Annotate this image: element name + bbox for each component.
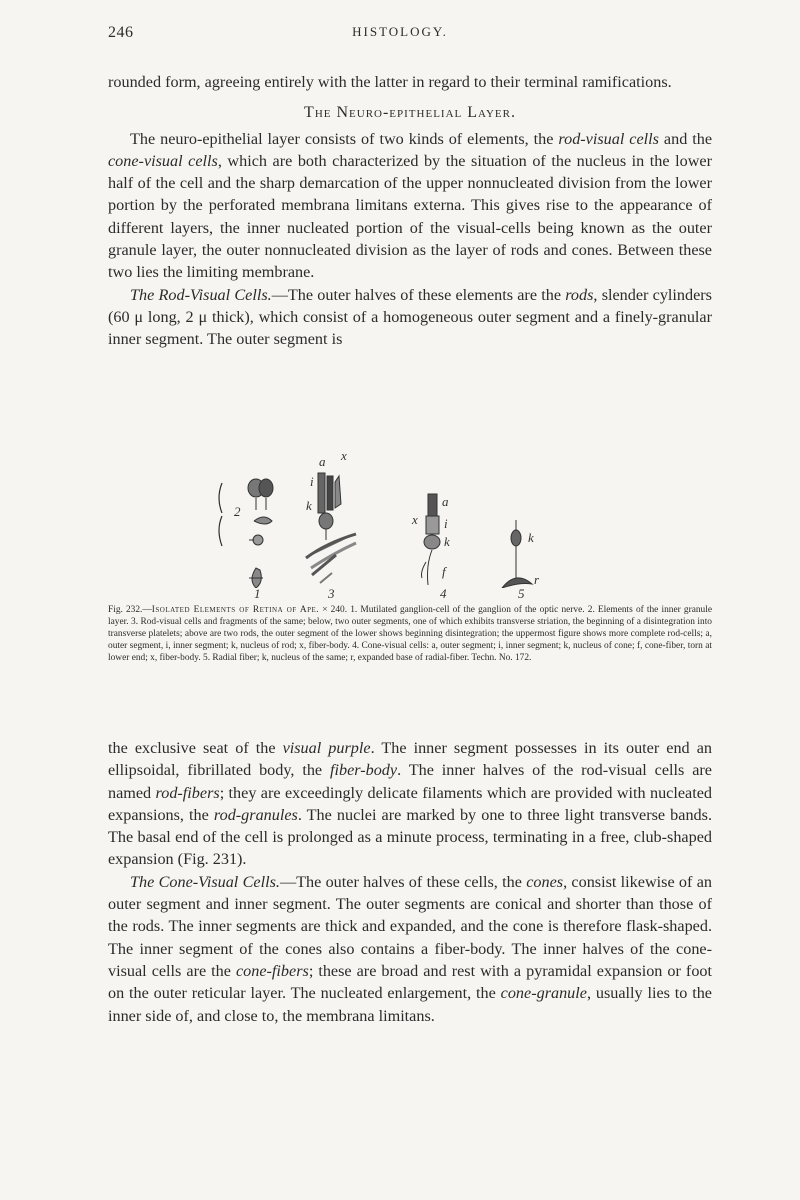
paragraph-rod-visual-cells [108,284,712,351]
label-k-far: k [528,530,534,545]
lower-text-block [108,737,712,1027]
term-cone-granule: cone-granule [500,984,587,1003]
label-k-right: k [444,534,450,549]
text-run: the exclusive seat of the [108,739,283,757]
subheading-rod-visual-cells: The Rod-Visual Cells. [130,285,272,304]
figure-illustration [216,418,616,588]
term-cone-fibers: cone-fibers [235,961,309,980]
text-run: , which are both characterized by the situation of the nucleus in the lower half of the cell and the sharp demarcation of the upper nonnucleated division from the lower portion by the perforated membrana limitans externa. This gives rise to the appearance of different layers, the inner nucleated portion of the visual-cells being known as the outer granule layer, the outer nonnucleated division as the layer of rods and cones. Between these two lies the limiting membrane. [108,151,712,282]
figure-retina-elements [216,418,616,588]
paragraph-neuro-epithelial [108,128,712,284]
figure-caption [108,604,712,664]
label-x-left: x [412,512,418,527]
running-title: HISTOLOGY. [352,24,448,39]
figure-number-1: 1 [254,586,261,601]
bracket-line [219,516,222,546]
term-rods: rods [565,285,594,304]
text-run: —The outer halves of these cells, the [279,872,527,891]
paragraph-cone-visual-cells [108,871,712,1027]
text-run: , slender cylinders (60 μ long, 2 μ thick), which consist of a homogeneous outer segment and a finely-granular inner segment. The outer segment is [108,285,712,349]
caption-body: × 240. 1. Mutilated ganglion-cell of the ganglion of the optic nerve. 2. Elements of the inner granule layer. 3. Rod-visual cells and fragments of the same; below, two outer segments, one of which exhibits transverse striation, the beginning of a disintegration into transverse platelets; above are two rods, the outer segment of the lower shows beginning disintegration; the uppermost figure shows more complete rod-cells; a, outer segment, i, inner segment; k, nucleus of rod; x, fiber-body. 4. Cone-visual cells: a, outer segment; i, inner segment; k, nucleus of cone; f, cone-fiber, torn at lower end; x, fiber-body. 5. Radial fiber; k, nucleus of the same; r, expanded base of radial-fiber. Techn. No. 172. [108,605,712,663]
subheading-cone-visual-cells: The Cone-Visual Cells. [130,872,280,891]
term-visual-purple: visual purple [282,739,371,757]
paragraph-visual-purple [108,737,712,871]
text-run: ; these are broad and rest with a pyramidal expansion or foot on the outer reticular layer. The nucleated enlargement, the [108,961,713,1003]
term-cones: cones [526,872,564,891]
running-head [0,24,800,48]
term-rod-visual-cells: rod-visual cells [558,129,659,148]
label-2: 2 [234,504,241,519]
upper-text-block [108,71,712,351]
text-run: , consist likewise of an outer segment and inner segment. The outer segments are conical and shorter than those of the rods. The inner segments are thick and expanded, and the cone is therefore flask-shaped. The inner segment of the cones also contains a fiber-body. The inner halves of the cone-visual cells are the [108,872,712,980]
element-4-drawing [422,494,441,585]
label-x-top: x [341,448,347,463]
figure-number-5: 5 [518,586,525,601]
figure-number-3: 3 [328,586,335,601]
term-cone-visual-cells: cone-visual cells [108,151,218,170]
figure-numbers [216,586,616,602]
element-3-drawing [306,473,356,583]
label-k-top: k [306,498,312,513]
text-run: The neuro-epithelial layer consists of two kinds of elements, the [130,129,559,148]
term-fiber-body: fiber-body [329,761,398,780]
text-run: . The inner segment possesses in its outer end an ellipsoidal, fibrillated body, the [108,739,712,780]
paragraph-continuation: rounded form, agreeing entirely with the latter in regard to their terminal ramifications. [108,73,672,91]
text-run: . The nuclei are marked by one to three light transverse bands. The basal end of the cell is prolonged as a minute process, terminating in a free, club-shaped expansion (Fig. 231). [108,805,712,869]
section-heading: The Neuro-epithelial Layer. [304,104,516,122]
bracket-line [219,483,222,513]
label-r-far: r [534,572,540,587]
caption-figure-label: Fig. 232.— [108,605,152,615]
label-i-top: i [310,474,314,489]
label-a-right: a [442,494,449,509]
label-i-right: i [444,516,448,531]
text-run: , usually lies to the inner side of, and close to, the membrana limitans. [108,984,712,1025]
term-rod-granules: rod-granules [213,805,298,824]
label-a-top: a [319,454,326,469]
element-1-drawing [248,479,273,588]
text-run: ; they are exceedingly delicate filaments which are provided with nucleated expansions, the [108,783,712,824]
text-run: and the [658,129,713,148]
caption-title: Isolated Elements of Retina of Ape. [151,605,320,615]
term-rod-fibers: rod-fibers [155,783,220,802]
label-f-right: f [442,564,446,579]
text-run: —The outer halves of these elements are the [271,285,566,304]
text-run: . The inner halves of the rod-visual cells are named [108,761,712,802]
page-number: 246 [108,24,134,41]
figure-number-4: 4 [440,586,447,601]
